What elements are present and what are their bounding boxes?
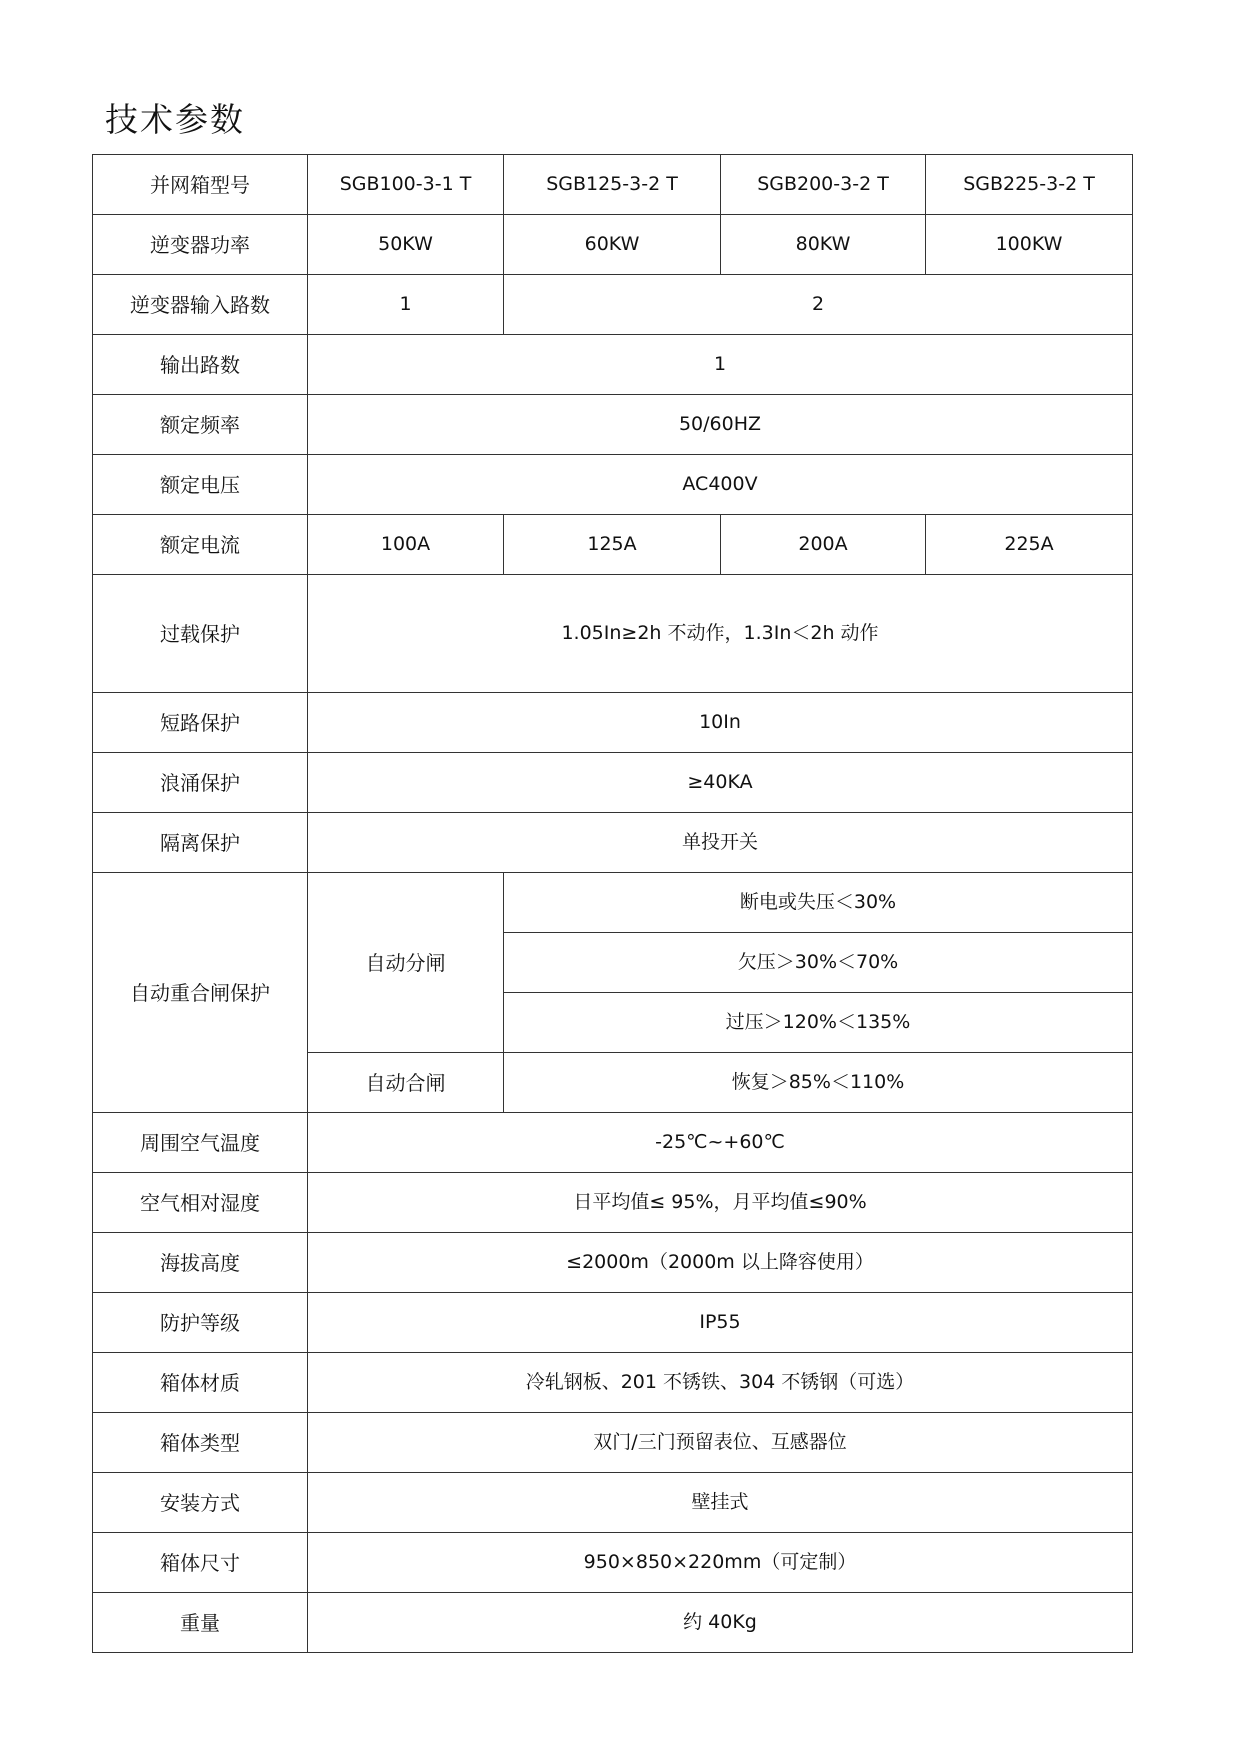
model-cell: SGB200-3-2 T [721,155,926,215]
value-cell: 冷轧钢板、201 不锈铁、304 不锈钢（可选） [308,1353,1133,1413]
value-cell: 200A [721,515,926,575]
table-row [93,575,1133,693]
row-label: 额定频率 [93,395,308,455]
row-label: 逆变器输入路数 [93,275,308,335]
value-cell: -25℃~+60℃ [308,1113,1133,1173]
table-row [93,215,1133,275]
spec-table [92,154,1133,1653]
row-label: 短路保护 [93,693,308,753]
row-label: 额定电压 [93,455,308,515]
value-cell: 欠压＞30%＜70% [504,933,1133,993]
value-cell: 约 40Kg [308,1593,1133,1653]
value-cell: 60KW [504,215,721,275]
row-label: 箱体类型 [93,1413,308,1473]
value-cell: 2 [504,275,1133,335]
model-cell: SGB125-3-2 T [504,155,721,215]
value-cell: AC400V [308,455,1133,515]
row-label: 周围空气温度 [93,1113,308,1173]
row-label: 输出路数 [93,335,308,395]
value-cell: 单投开关 [308,813,1133,873]
row-label: 并网箱型号 [93,155,308,215]
row-label: 逆变器功率 [93,215,308,275]
page-title: 技术参数 [105,100,245,139]
row-label: 海拔高度 [93,1233,308,1293]
value-cell: 双门/三门预留表位、互感器位 [308,1413,1133,1473]
table-row [93,335,1133,395]
value-cell: 950×850×220mm（可定制） [308,1533,1133,1593]
row-label: 箱体尺寸 [93,1533,308,1593]
value-cell: 壁挂式 [308,1473,1133,1533]
value-cell: 1.05In≥2h 不动作，1.3In＜2h 动作 [308,575,1133,693]
model-cell: SGB225-3-2 T [926,155,1133,215]
value-cell: 225A [926,515,1133,575]
value-cell: 断电或失压＜30% [504,873,1133,933]
row-label: 安装方式 [93,1473,308,1533]
value-cell: ≥40KA [308,753,1133,813]
table-row [93,1353,1133,1413]
row-label: 过载保护 [93,575,308,693]
table-row [93,395,1133,455]
value-cell: 过压＞120%＜135% [504,993,1133,1053]
table-row [93,275,1133,335]
table-row [93,1533,1133,1593]
table-row [93,873,1133,933]
row-label: 自动重合闸保护 [93,873,308,1113]
model-cell: SGB100-3-1 T [308,155,504,215]
table-row [93,455,1133,515]
value-cell: 10In [308,693,1133,753]
row-label: 空气相对湿度 [93,1173,308,1233]
table-row [93,1593,1133,1653]
value-cell: 50/60HZ [308,395,1133,455]
table-row [93,155,1133,215]
value-cell: ≤2000m（2000m 以上降容使用） [308,1233,1133,1293]
table-row [93,813,1133,873]
table-row [93,1293,1133,1353]
value-cell: 100KW [926,215,1133,275]
value-cell: 1 [308,335,1133,395]
table-row [93,1473,1133,1533]
row-label: 浪涌保护 [93,753,308,813]
row-label: 防护等级 [93,1293,308,1353]
value-cell: 恢复＞85%＜110% [504,1053,1133,1113]
row-label: 隔离保护 [93,813,308,873]
table-row [93,753,1133,813]
value-cell: 50KW [308,215,504,275]
value-cell: 80KW [721,215,926,275]
value-cell: 1 [308,275,504,335]
row-label: 重量 [93,1593,308,1653]
table-row [93,1413,1133,1473]
value-cell: 125A [504,515,721,575]
table-row [93,1233,1133,1293]
value-cell: IP55 [308,1293,1133,1353]
row-label: 额定电流 [93,515,308,575]
table-row [93,693,1133,753]
row-label: 箱体材质 [93,1353,308,1413]
value-cell: 日平均值≤ 95%，月平均值≤90% [308,1173,1133,1233]
table-row [93,515,1133,575]
sub-label: 自动分闸 [308,873,504,1053]
sub-label: 自动合闸 [308,1053,504,1113]
table-row [93,1173,1133,1233]
table-row [93,1113,1133,1173]
value-cell: 100A [308,515,504,575]
